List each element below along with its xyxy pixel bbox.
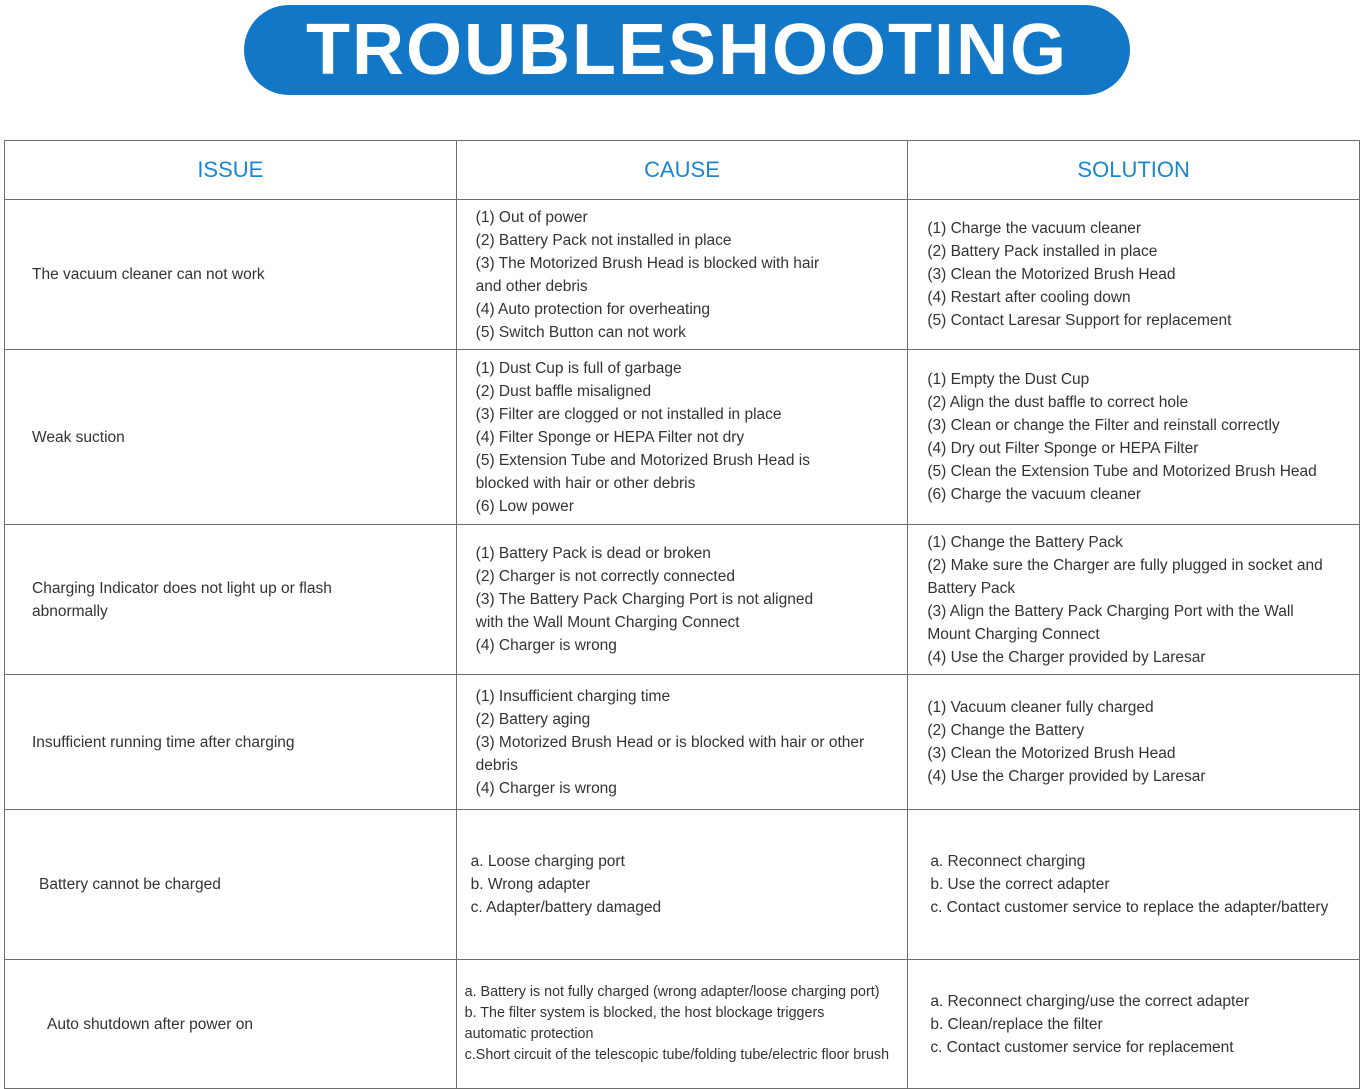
troubleshooting-table — [4, 140, 1360, 1089]
solution-text-line: (4) Dry out Filter Sponge or HEPA Filter — [927, 440, 1199, 457]
cause-cell — [456, 200, 908, 350]
cause-text-line: a. Battery is not fully charged (wrong adapter/loose charging port) — [464, 984, 880, 1000]
table-row — [5, 200, 1360, 350]
cause-cell — [456, 960, 908, 1089]
cause-text-line: c.Short circuit of the telescopic tube/folding tube/electric floor brush — [464, 1047, 890, 1063]
cause-text-line: b. The filter system is blocked, the host blockage triggers — [464, 1005, 825, 1021]
solution-cell — [908, 675, 1360, 810]
cause-text-line: (2) Charger is not correctly connected — [475, 568, 735, 585]
solution-text-line: (2) Change the Battery — [927, 722, 1085, 739]
solution-text-line: b. Clean/replace the filter — [930, 1015, 1103, 1033]
solution-text-line: b. Use the correct adapter — [930, 876, 1110, 893]
cause-cell — [456, 675, 908, 810]
cause-text-line: (5) Extension Tube and Motorized Brush Head is — [475, 451, 810, 469]
solution-text-line: (1) Empty the Dust Cup — [927, 371, 1090, 388]
solution-text-line: (4) Use the Charger provided by Laresar — [927, 768, 1206, 785]
cause-text-line: (2) Battery Pack not installed in place — [475, 231, 732, 249]
solution-text-line: (3) Clean the Motorized Brush Head — [927, 745, 1176, 762]
cause-text-line: (2) Dust baffle misaligned — [475, 382, 652, 400]
issue-cell — [5, 525, 457, 675]
issue-text-line: abnormally — [32, 602, 108, 620]
cause-text-line: (1) Insufficient charging time — [475, 687, 671, 705]
cause-text-line: (3) The Motorized Brush Head is blocked with hair — [475, 254, 820, 272]
solution-cell — [908, 525, 1360, 675]
solution-text-line: (5) Clean the Extension Tube and Motorized Brush Head — [927, 463, 1317, 480]
cause-cell — [456, 350, 908, 525]
cause-text-line: b. Wrong adapter — [470, 876, 591, 893]
cause-text-line: (1) Battery Pack is dead or broken — [475, 545, 711, 562]
cause-cell — [456, 525, 908, 675]
solution-text-line: Mount Charging Connect — [927, 625, 1100, 643]
solution-text-line: (2) Align the dust baffle to correct hole — [927, 394, 1189, 411]
table-row — [5, 675, 1360, 810]
table-row — [5, 960, 1360, 1089]
issue-text-line: Insufficient running time after charging — [32, 733, 295, 751]
cause-text-line: (1) Out of power — [475, 208, 588, 226]
issue-text-line: Weak suction — [32, 428, 125, 446]
title-banner — [244, 5, 1130, 95]
issue-cell — [5, 810, 457, 960]
issue-text-line: Battery cannot be charged — [39, 876, 221, 893]
header-issue: ISSUE — [5, 141, 457, 200]
cause-text-line: (5) Switch Button can not work — [475, 323, 686, 341]
cause-text-line: (2) Battery aging — [475, 710, 591, 728]
solution-text-line: (3) Clean the Motorized Brush Head — [927, 266, 1176, 283]
solution-text-line: a. Reconnect charging — [930, 853, 1086, 870]
issue-text-line: Auto shutdown after power on — [47, 1015, 253, 1033]
table-row — [5, 810, 1360, 960]
cause-text-line: (3) Filter are clogged or not installed in place — [475, 405, 782, 423]
solution-text-line: c. Contact customer service for replacement — [930, 1038, 1234, 1056]
cause-text-line: (4) Charger is wrong — [475, 779, 617, 797]
solution-text-line: c. Contact customer service to replace the adapter/battery — [930, 899, 1329, 916]
solution-cell — [908, 350, 1360, 525]
table-header-row — [5, 141, 1360, 200]
cause-text-line: blocked with hair or other debris — [475, 474, 696, 492]
solution-text-line: (5) Contact Laresar Support for replacement — [927, 312, 1232, 329]
cause-text-line: automatic protection — [464, 1026, 594, 1042]
solution-text-line: (1) Vacuum cleaner fully charged — [927, 699, 1154, 716]
page-title: TROUBLESHOOTING — [306, 10, 1068, 90]
cause-text-line: a. Loose charging port — [470, 853, 625, 870]
cause-text-line: (4) Auto protection for overheating — [475, 300, 711, 318]
solution-text-line: (1) Change the Battery Pack — [927, 533, 1123, 551]
issue-cell — [5, 350, 457, 525]
solution-text-line: (3) Align the Battery Pack Charging Port with the Wall — [927, 602, 1294, 620]
solution-text-line: (4) Use the Charger provided by Laresar — [927, 648, 1206, 666]
issue-cell — [5, 960, 457, 1089]
solution-text-line: (2) Battery Pack installed in place — [927, 243, 1158, 260]
solution-text-line: (6) Charge the vacuum cleaner — [927, 486, 1141, 503]
solution-text-line: a. Reconnect charging/use the correct adapter — [930, 992, 1250, 1010]
solution-text-line: (2) Make sure the Charger are fully plugged in socket and — [927, 556, 1323, 574]
cause-text-line: c. Adapter/battery damaged — [470, 899, 662, 916]
solution-cell — [908, 200, 1360, 350]
cause-cell — [456, 810, 908, 960]
cause-text-line: (4) Filter Sponge or HEPA Filter not dry — [475, 428, 745, 446]
header-solution: SOLUTION — [908, 141, 1360, 200]
cause-text-line: (3) Motorized Brush Head or is blocked with hair or other — [475, 733, 865, 751]
issue-cell — [5, 200, 457, 350]
issue-cell — [5, 675, 457, 810]
table-row — [5, 350, 1360, 525]
table-row — [5, 525, 1360, 675]
cause-text-line: with the Wall Mount Charging Connect — [475, 614, 740, 631]
header-cause: CAUSE — [456, 141, 908, 200]
solution-text-line: (1) Charge the vacuum cleaner — [927, 220, 1141, 237]
cause-text-line: (6) Low power — [475, 497, 574, 515]
solution-cell — [908, 960, 1360, 1089]
solution-text-line: Battery Pack — [927, 579, 1016, 597]
cause-text-line: debris — [475, 756, 518, 774]
solution-text-line: (3) Clean or change the Filter and reinstall correctly — [927, 417, 1280, 434]
cause-text-line: (3) The Battery Pack Charging Port is not aligned — [475, 591, 814, 608]
cause-text-line: (4) Charger is wrong — [475, 637, 617, 654]
solution-text-line: (4) Restart after cooling down — [927, 289, 1131, 306]
cause-text-line: (1) Dust Cup is full of garbage — [475, 359, 682, 377]
cause-text-line: and other debris — [475, 277, 588, 295]
solution-cell — [908, 810, 1360, 960]
issue-text-line: Charging Indicator does not light up or flash — [32, 579, 332, 597]
issue-text-line: The vacuum cleaner can not work — [32, 266, 265, 283]
